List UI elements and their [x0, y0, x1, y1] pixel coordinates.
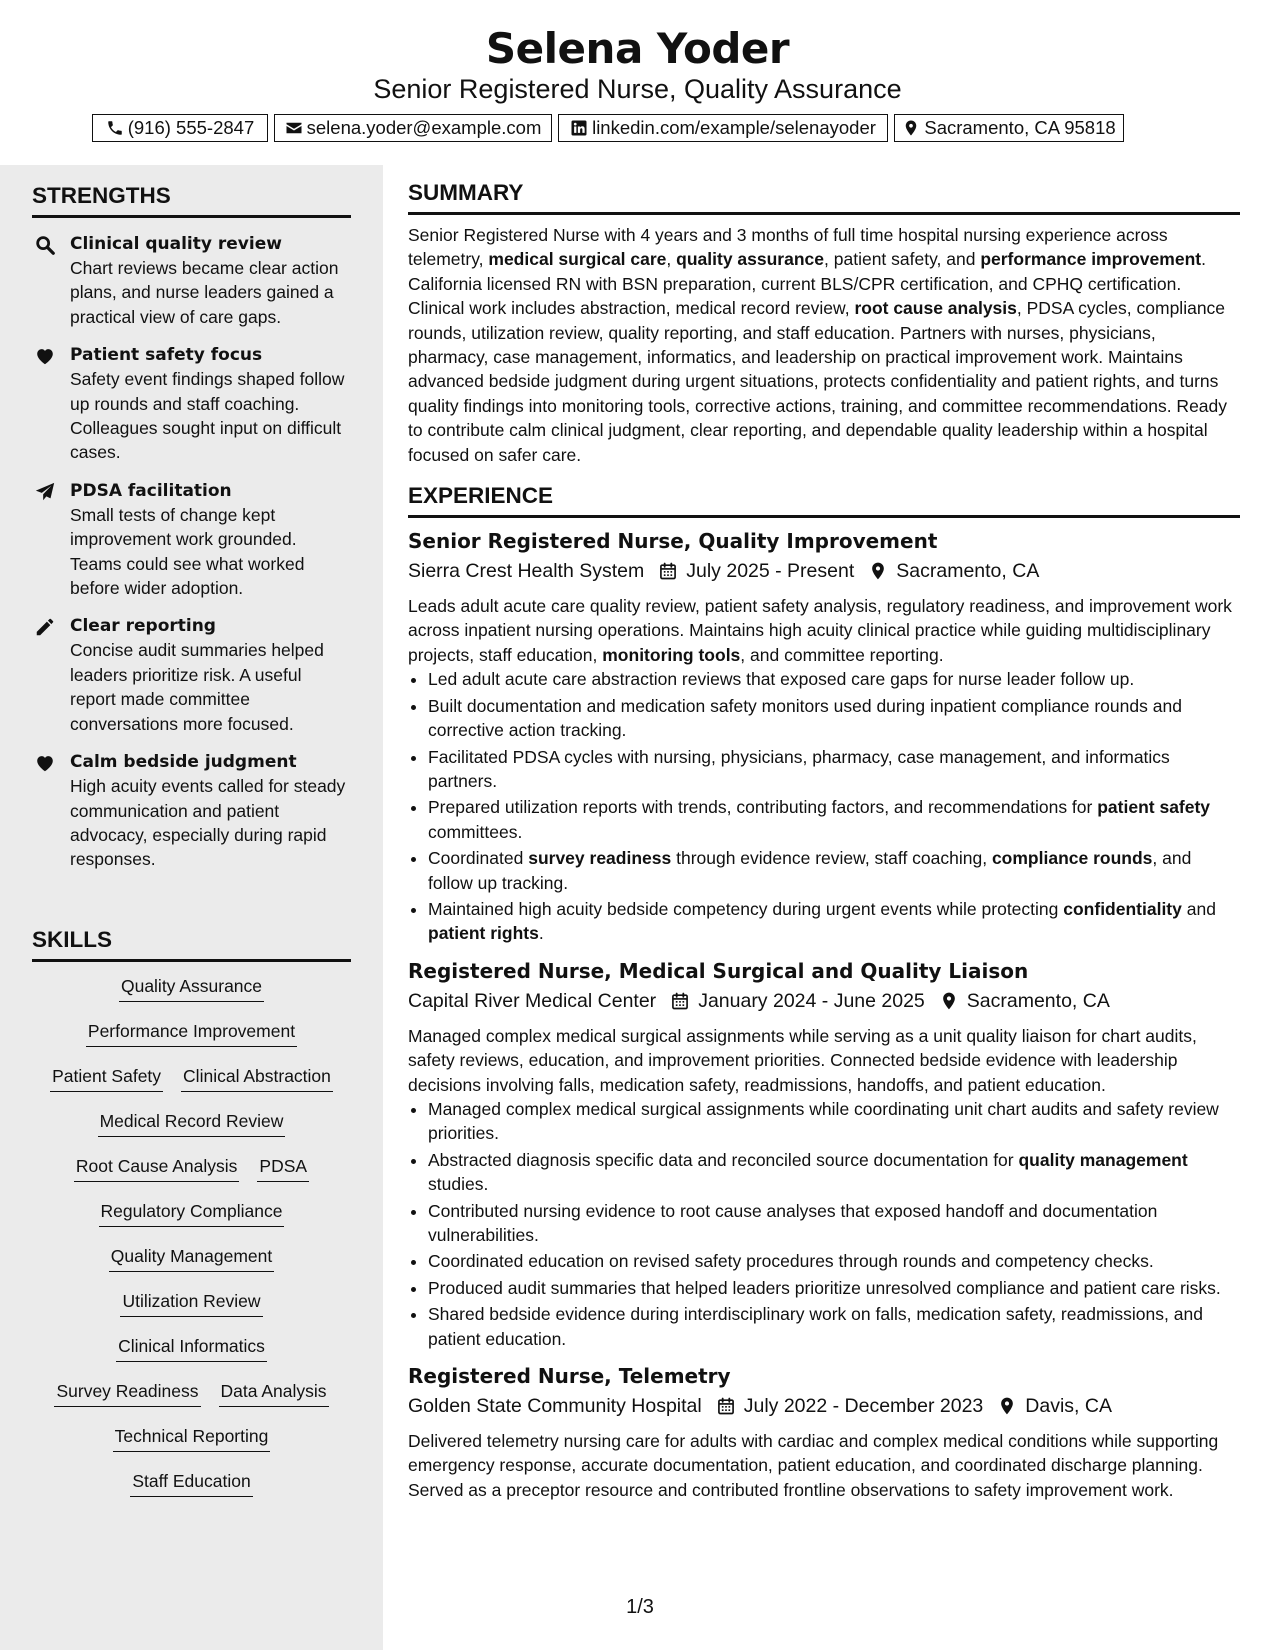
job-meta	[408, 556, 1240, 586]
summary-title: SUMMARY	[408, 180, 1240, 215]
strength-item	[32, 750, 351, 872]
job-location: Sacramento, CA	[896, 560, 1040, 583]
job-bullet	[428, 745, 1240, 794]
strength-title: Clear reporting	[70, 616, 216, 637]
resume-header	[0, 0, 1275, 165]
skill-tag: Root Cause Analysis	[74, 1156, 239, 1182]
skill-row	[86, 1021, 297, 1066]
bold-text: quality assurance	[676, 249, 825, 270]
text-run: Produced audit summaries that helped leaders prioritize unresolved compliance and patient care risks.	[428, 1277, 1221, 1298]
contact-location	[894, 114, 1124, 142]
job-title: Senior Registered Nurse, Quality Improvement	[408, 529, 938, 554]
strength-title: Patient safety focus	[70, 345, 263, 366]
strength-description: High acuity events called for steady communication and patient advocacy, especially during rapid responses.	[70, 776, 346, 870]
bold-text: patient safety	[1097, 797, 1211, 818]
envelope-icon	[285, 119, 303, 137]
text-run: Managed complex medical surgical assignments while serving as a unit quality liaison for chart audits, safety reviews, education, and improvement priorities. Connected bedside evidence with leadership decisions involving falls, medication safety, readmissions, handoffs, and patient education.	[408, 1025, 1197, 1095]
contact-bar	[92, 114, 1124, 142]
job-bullet	[428, 846, 1240, 895]
strength-description: Small tests of change kept improvement work grounded. Teams could see what worked before wider adoption.	[70, 504, 305, 599]
skill-row	[120, 1291, 262, 1336]
summary-text	[408, 223, 1240, 467]
candidate-headline: Senior Registered Nurse, Quality Assurance	[373, 74, 902, 104]
text-run: Maintained high acuity bedside competency during urgent events while protecting	[428, 898, 1064, 919]
skill-tag: Data Analysis	[219, 1381, 329, 1407]
text-run: Prepared utilization reports with trends, contributing factors, and recommendations for	[428, 797, 1098, 818]
text-run: , and follow up tracking.	[428, 848, 1192, 893]
calendar-icon	[670, 991, 690, 1011]
experience-list	[408, 526, 1240, 1502]
job-entry	[408, 526, 1240, 946]
strength-item	[32, 232, 351, 329]
text-run: Coordinated education on revised safety procedures through rounds and competency checks.	[428, 1251, 1154, 1272]
job-bullet	[428, 1302, 1240, 1351]
job-bullet	[428, 1199, 1240, 1248]
skill-row	[130, 1471, 252, 1516]
pencil-icon	[34, 616, 56, 638]
skill-row	[99, 1201, 285, 1246]
job-bullets	[408, 667, 1240, 945]
strength-title: Clinical quality review	[70, 234, 282, 254]
calendar-icon	[658, 561, 678, 581]
text-run: Leads adult acute care quality review, patient safety analysis, regulatory readiness, and improvement work across inpatient nursing operations. Maintains high acuity clinical practice while guiding multidisciplinary projects, staff education,	[408, 596, 1232, 665]
strength-title: PDSA facilitation	[70, 480, 232, 501]
text-run: . California licensed RN with BSN preparation, current BLS/CPR certification, and CPHQ certification. Clinical work includes abstraction, medical record review,	[408, 249, 1206, 319]
strength-item	[32, 479, 351, 601]
text-run: through evidence review, staff coaching,	[671, 848, 992, 869]
job-meta	[408, 986, 1240, 1016]
text-run: Contributed nursing evidence to root cause analyses that exposed handoff and documentation vulnerabilities.	[428, 1200, 1158, 1245]
main-content	[408, 180, 1240, 1502]
bold-text: root cause analysis	[854, 298, 1017, 319]
job-bullet	[428, 1097, 1240, 1146]
text-run: Shared bedside evidence during interdisciplinary work on falls, medication safety, readmissions, and patient education.	[428, 1304, 1203, 1349]
text-run: studies.	[428, 1174, 489, 1195]
skill-tag: Patient Safety	[50, 1066, 163, 1092]
text-run: Coordinated	[428, 848, 529, 869]
skill-tag: Quality Assurance	[119, 976, 264, 1002]
job-bullets	[408, 1097, 1240, 1351]
job-dates: July 2025 - Present	[686, 560, 855, 583]
skill-tag: PDSA	[257, 1156, 309, 1182]
skill-tag: Technical Reporting	[113, 1426, 271, 1452]
job-bullet	[428, 1276, 1240, 1300]
skill-tag: Staff Education	[130, 1471, 252, 1497]
bold-text: patient rights	[428, 923, 539, 944]
skill-tag: Regulatory Compliance	[99, 1201, 285, 1227]
text-run: Built documentation and medication safety monitors used during inpatient compliance rounds and corrective action tracking.	[428, 695, 1182, 741]
contact-email-text: selena.yoder@example.com	[306, 117, 542, 138]
skill-row	[74, 1156, 309, 1201]
job-entry	[408, 1361, 1240, 1502]
text-run: , and committee reporting.	[740, 644, 944, 665]
skill-tag: Quality Management	[109, 1246, 274, 1272]
contact-phone-text: (916) 555-2847	[127, 117, 255, 138]
map-pin-icon	[902, 119, 920, 137]
skill-row	[98, 1111, 286, 1156]
strength-description: Safety event findings shaped follow up rounds and staff coaching. Colleagues sought input on difficult cases.	[70, 369, 345, 463]
contact-email[interactable]	[274, 114, 552, 142]
job-entry	[408, 956, 1240, 1351]
skill-row	[119, 976, 264, 1021]
bold-text: survey readiness	[528, 848, 672, 869]
linkedin-icon	[570, 119, 588, 137]
sidebar	[0, 165, 383, 1650]
job-description	[408, 594, 1240, 667]
strengths-title: STRENGTHS	[32, 183, 351, 218]
heart-icon	[34, 345, 56, 367]
job-title: Registered Nurse, Telemetry	[408, 1364, 731, 1389]
text-run: , PDSA cycles, compliance rounds, utilization review, quality reporting, and staff education. Partners with nurses, physicians, pharmacy, case management, informatics, and leadership on practical improvement work. Maintains advanced bedside judgment during urgent situations, protects confidentiality and patient rights, and turns quality findings into monitoring tools, corrective actions, training, and committee recommendations. Ready to contribute calm clinical judgment, clear reporting, and dependable quality leadership within a hospital focused on safer care.	[408, 298, 1228, 465]
strength-item	[32, 614, 351, 736]
skills-list	[32, 976, 351, 1516]
bold-text: monitoring tools	[602, 644, 741, 665]
job-location: Sacramento, CA	[966, 989, 1110, 1012]
job-dates: July 2022 - December 2023	[743, 1395, 984, 1418]
heart-icon	[34, 752, 56, 774]
strength-description: Concise audit summaries helped leaders prioritize risk. A useful report made committee conversations more focused.	[70, 640, 324, 734]
job-bullet	[428, 1148, 1240, 1197]
job-bullet	[428, 795, 1240, 844]
calendar-icon	[716, 1396, 736, 1416]
contact-phone[interactable]	[92, 114, 268, 142]
text-run: .	[538, 923, 544, 944]
text-run: Delivered telemetry nursing care for adults with cardiac and complex medical conditions while supporting emergency response, accurate documentation, patient education, and coordinated discharge planning. Served as a preceptor resource and contributed frontline observations to safety improvement work.	[408, 1431, 1219, 1500]
search-icon	[34, 234, 56, 256]
job-meta	[408, 1391, 1240, 1421]
text-run: and	[1181, 898, 1216, 919]
skill-row	[116, 1336, 267, 1381]
strengths-section	[32, 183, 351, 872]
candidate-name: Selena Yoder	[485, 24, 790, 73]
job-dates: January 2024 - June 2025	[698, 989, 925, 1012]
skills-title: SKILLS	[32, 927, 351, 962]
skill-tag: Performance Improvement	[86, 1021, 297, 1047]
job-description	[408, 1429, 1240, 1502]
job-bullet	[428, 667, 1240, 691]
skill-row	[113, 1426, 271, 1471]
job-title: Registered Nurse, Medical Surgical and Quality Liaison	[408, 958, 1029, 983]
skill-tag: Utilization Review	[120, 1291, 262, 1317]
skill-tag: Survey Readiness	[54, 1381, 200, 1407]
bold-text: performance improvement	[980, 249, 1202, 270]
text-run: Senior Registered Nurse with 4 years and 3 months of full time hospital nursing experience across telemetry,	[408, 225, 1168, 270]
text-run: Abstracted diagnosis specific data and reconciled source documentation for	[428, 1149, 1019, 1170]
strength-title: Calm bedside judgment	[70, 752, 297, 773]
job-bullet	[428, 897, 1240, 946]
map-pin-icon	[939, 991, 959, 1011]
text-run: Led adult acute care abstraction reviews that exposed care gaps for nurse leader follow up.	[428, 669, 1135, 690]
strength-description: Chart reviews became clear action plans, and nurse leaders gained a practical view of care gaps.	[70, 258, 339, 327]
job-company: Capital River Medical Center	[408, 989, 657, 1012]
text-run: ,	[666, 249, 677, 270]
job-description	[408, 1024, 1240, 1097]
job-company: Sierra Crest Health System	[408, 560, 645, 583]
job-bullet	[428, 1249, 1240, 1273]
bold-text: confidentiality	[1063, 898, 1182, 919]
skill-tag: Medical Record Review	[98, 1111, 286, 1137]
skill-row	[50, 1066, 333, 1111]
job-company: Golden State Community Hospital	[408, 1395, 702, 1418]
skills-section	[32, 927, 351, 1516]
phone-icon	[106, 119, 124, 137]
skill-row	[109, 1246, 274, 1291]
text-run: Managed complex medical surgical assignments while coordinating unit chart audits and safety review priorities.	[428, 1098, 1219, 1144]
bold-text: quality management	[1018, 1149, 1188, 1170]
skill-tag: Clinical Informatics	[116, 1336, 267, 1362]
map-pin-icon	[997, 1396, 1017, 1416]
text-run: committees.	[428, 821, 523, 842]
contact-linkedin[interactable]	[558, 114, 888, 142]
page-number: 1/3	[626, 1596, 654, 1618]
paper-plane-icon	[34, 481, 56, 503]
job-bullet	[428, 694, 1240, 743]
contact-location-text: Sacramento, CA 95818	[924, 117, 1116, 138]
skill-row	[54, 1381, 328, 1426]
contact-linkedin-text: linkedin.com/example/selenayoder	[592, 117, 876, 138]
strength-item	[32, 343, 351, 465]
text-run: , patient safety, and	[824, 249, 981, 270]
skill-tag: Clinical Abstraction	[181, 1066, 333, 1092]
text-run: Facilitated PDSA cycles with nursing, physicians, pharmacy, case management, and informatics partners.	[428, 746, 1170, 791]
bold-text: compliance rounds	[991, 848, 1153, 869]
experience-title: EXPERIENCE	[408, 483, 1240, 518]
map-pin-icon	[868, 561, 888, 581]
bold-text: medical surgical care	[488, 249, 667, 270]
job-location: Davis, CA	[1025, 1395, 1112, 1418]
